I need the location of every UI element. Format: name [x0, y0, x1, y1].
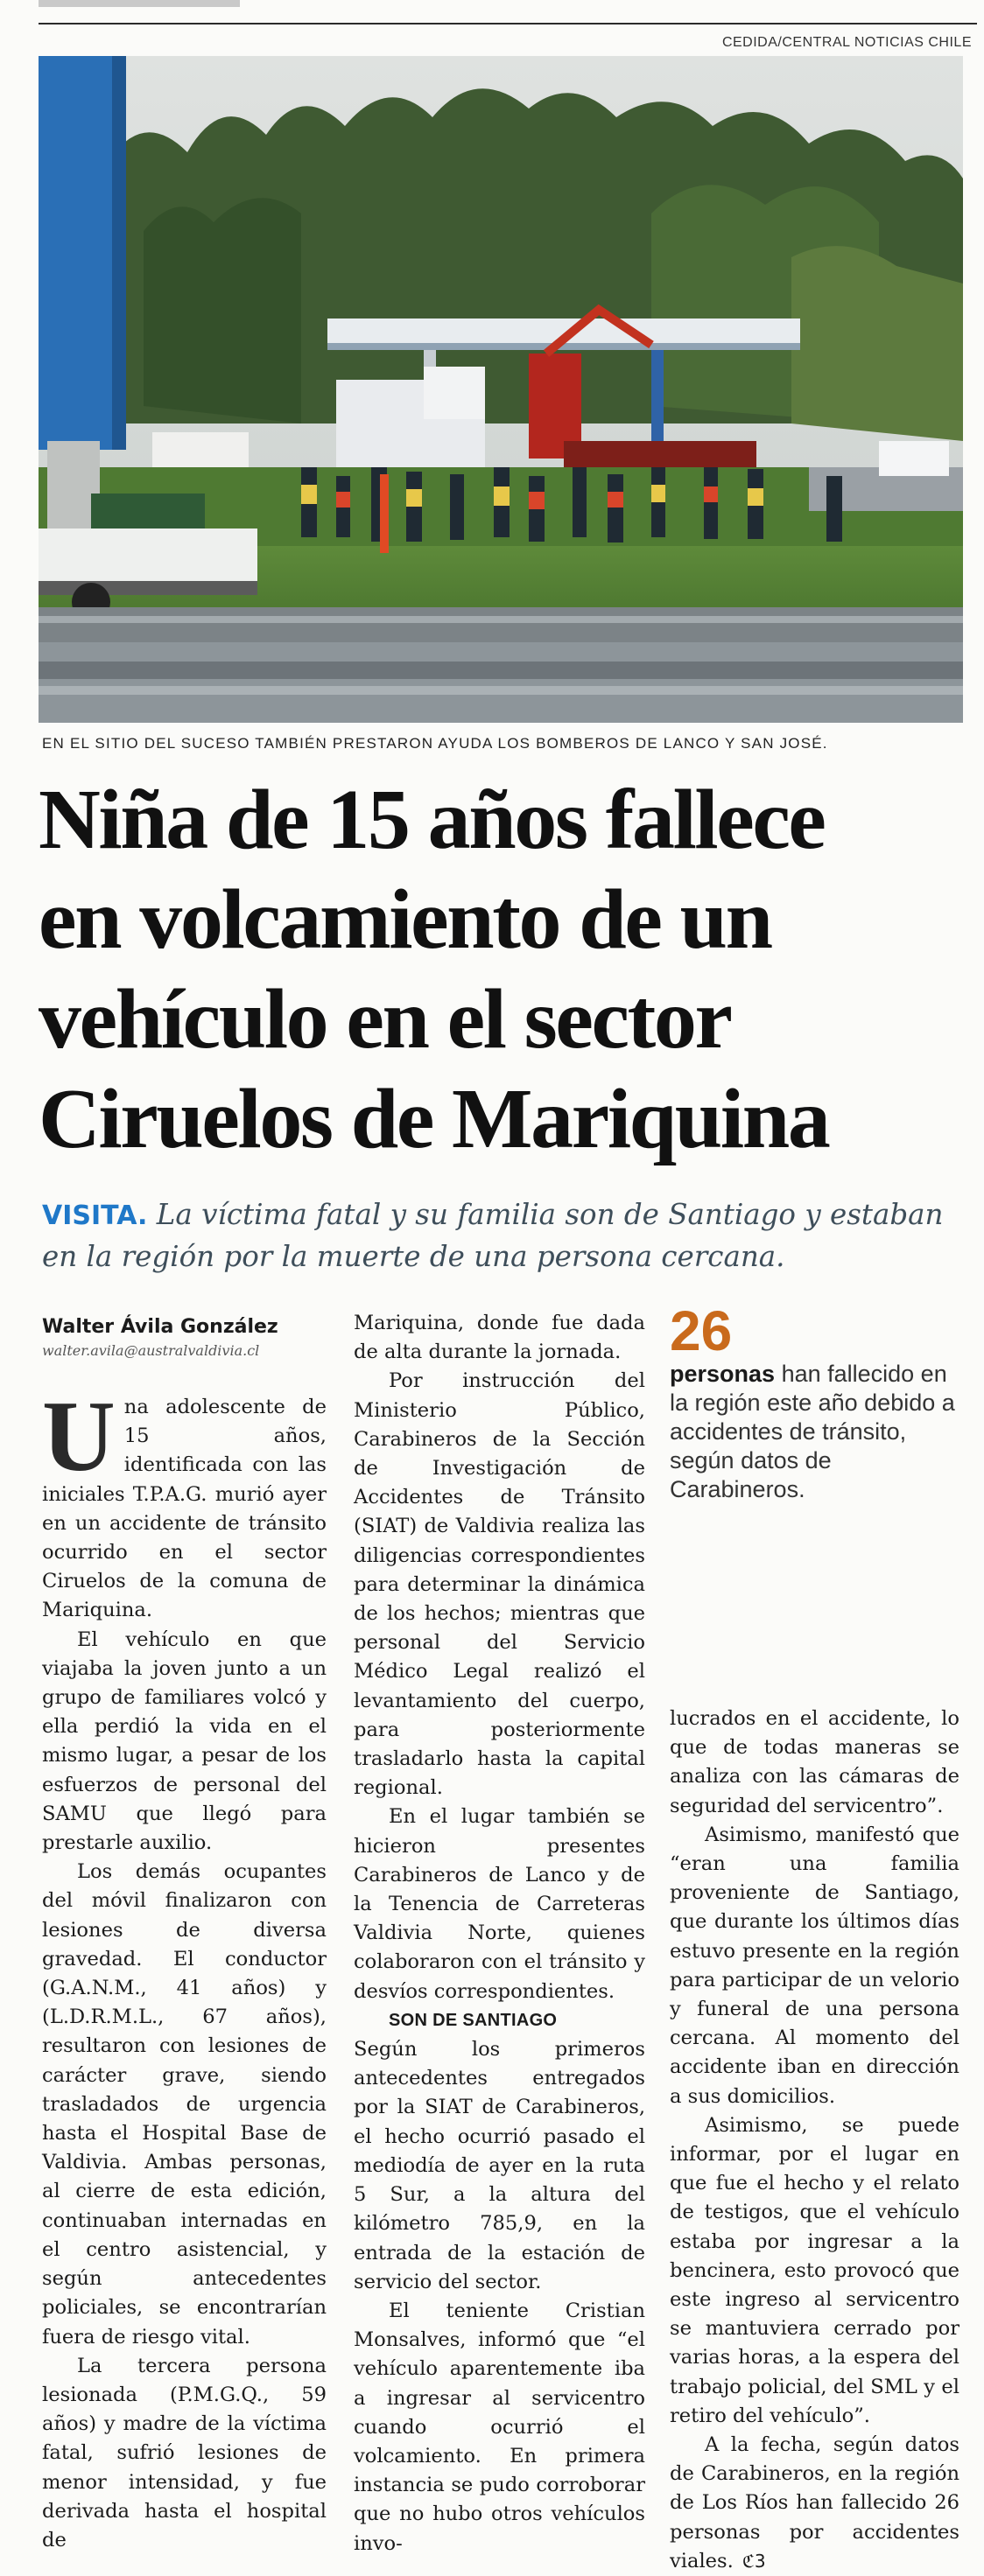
body-paragraph [670, 2431, 959, 2576]
article-column-2 [354, 1309, 645, 2558]
closing-text: A la fecha, según datos de Carabineros, en la región de Los Ríos han fallecido 26 personas por accidentes viales. [670, 2433, 959, 2572]
drop-cap: U [42, 1381, 116, 1493]
headline-line: Ciruelos de Mariquina [39, 1072, 829, 1166]
body-paragraph: El vehículo en que viajaba la joven junto a un grupo de familiares volcó y ella perdió la vida en el mismo lugar, a pesar de los esfuerzos de personal del SAMU que llegó para prestarle auxilio. [42, 1628, 327, 1855]
page-folio-mark [39, 0, 240, 7]
headline-line: vehículo en el sector [39, 972, 731, 1067]
body-paragraph: Según los primeros antecedentes entregados por la SIAT de Carabineros, el hecho ocurrió pasado el mediodía de ayer en la ruta 5 Sur, a la altura del kilómetro 785,9, en la entrada de la estación de servicio del sector. [354, 2038, 645, 2293]
section-subhead: SON DE SANTIAGO [389, 2010, 558, 2030]
lead-paragraph [42, 1381, 327, 1626]
body-paragraph: Asimismo, se puede informar, por el lugar en que fue el hecho y el relato de testigos, que el vehículo estaba por ingresar a la bencinera, esto provocó que este ingreso al servicentro se mantuviera cerrado por varias horas, a la espera del trabajo policial, del SML y el retiro del vehículo”. [670, 2113, 959, 2427]
deck-text: La víctima fatal y su familia son de Santiago y estaban en la región por la muerte de una persona cercana. [42, 1198, 944, 1273]
body-paragraph: La tercera persona lesionada (P.M.G.Q., 59 años) y madre de la víctima fatal, sufrió lesiones de menor intensidad, y fue derivada hasta el hospital de [42, 2354, 327, 2552]
photo-caption: EN EL SITIO DEL SUCESO TAMBIÉN PRESTARON AYUDA LOS BOMBEROS DE LANCO Y SAN JOSÉ. [42, 735, 828, 752]
end-mark: ℭ3 [742, 2550, 766, 2572]
body-paragraph-continued: Mariquina, donde fue dada de alta durante la jornada. [354, 1312, 645, 1364]
photo-illustration [39, 56, 963, 723]
headline-line: Niña de 15 años fallece [39, 773, 825, 867]
body-paragraph: En el lugar también se hicieron presentes Carabineros de Lanco y de la Tenencia de Carreteras Valdivia Norte, quienes colaboraron con el tránsito y desvíos correspondientes. [354, 1805, 645, 2003]
stat-number: 26 [670, 1299, 733, 1362]
author-email: walter.avila@australvaldivia.cl [42, 1342, 260, 1359]
article-column-3 [670, 1704, 959, 2576]
article-column-1 [42, 1309, 327, 2555]
photo-credit: CEDIDA/CENTRAL NOTICIAS CHILE [721, 35, 972, 50]
stat-bold-word: personas [670, 1361, 776, 1387]
stat-text [670, 1360, 963, 1504]
stat-box [670, 1299, 963, 1504]
page-header-bar [0, 0, 984, 26]
body-paragraph: Asimismo, manifestó que “eran una familia proveniente de Santiago, que durante los últimos días estuvo presente en la región para participar de un velorio y funeral de una persona cercana. Al momento del accidente iban en dirección a sus domicilios. [670, 1823, 959, 2108]
lead-text: na adolescente de 15 años, identificada con las iniciales T.P.A.G. murió ayer en un accidente de tránsito ocurrido en el sector Ciruelos de la comuna de Mariquina. [42, 1396, 327, 1622]
header-rule [39, 23, 977, 24]
body-paragraph: Los demás ocupantes del móvil finalizaron con lesiones de diversa gravedad. El conductor (G.A.N.M., 41 años) y (L.D.R.M.L., 67 años), resultaron con lesiones de carácter grave, siendo trasladados de urgencia hasta el Hospital Base de Valdivia. Ambas personas, al cierre de esta edición, continuaban internadas en el centro asistencial, y según antecedentes policiales, se encontrarían fuera de riesgo vital. [42, 1860, 327, 2348]
byline: Walter Ávila González [42, 1316, 278, 1338]
body-paragraph: Por instrucción del Ministerio Público, Carabineros de la Sección de Investigación de Accidentes de Tránsito (SIAT) de Valdivia realiza las diligencias correspondientes para determinar la dinámica de los hechos; mientras que personal del Servicio Médico Legal realizó el levantamiento del cuerpo, para posteriormente trasladarlo hasta la capital regional. [354, 1369, 645, 1800]
body-paragraph: El teniente Cristian Monsalves, informó que “el vehículo aparentemente iba a ingresar al servicentro cuando ocurrió el volcamiento. En primera instancia se pudo corroborar que no hubo otros vehículos invo- [354, 2299, 645, 2555]
body-paragraph-continued: lucrados en el accidente, lo que de todas maneras se analiza con las cámaras de seguridad del servicentro”. [670, 1707, 959, 1817]
headline-line: en volcamiento de un [39, 872, 771, 967]
accident-scene-photo [39, 56, 963, 723]
deck-kicker: VISITA. [42, 1200, 148, 1231]
headline [39, 770, 975, 1169]
stat-description: han fallecido en la región este año debido a accidentes de tránsito, según datos de Carabineros. [670, 1361, 955, 1502]
deck-summary [42, 1194, 961, 1277]
